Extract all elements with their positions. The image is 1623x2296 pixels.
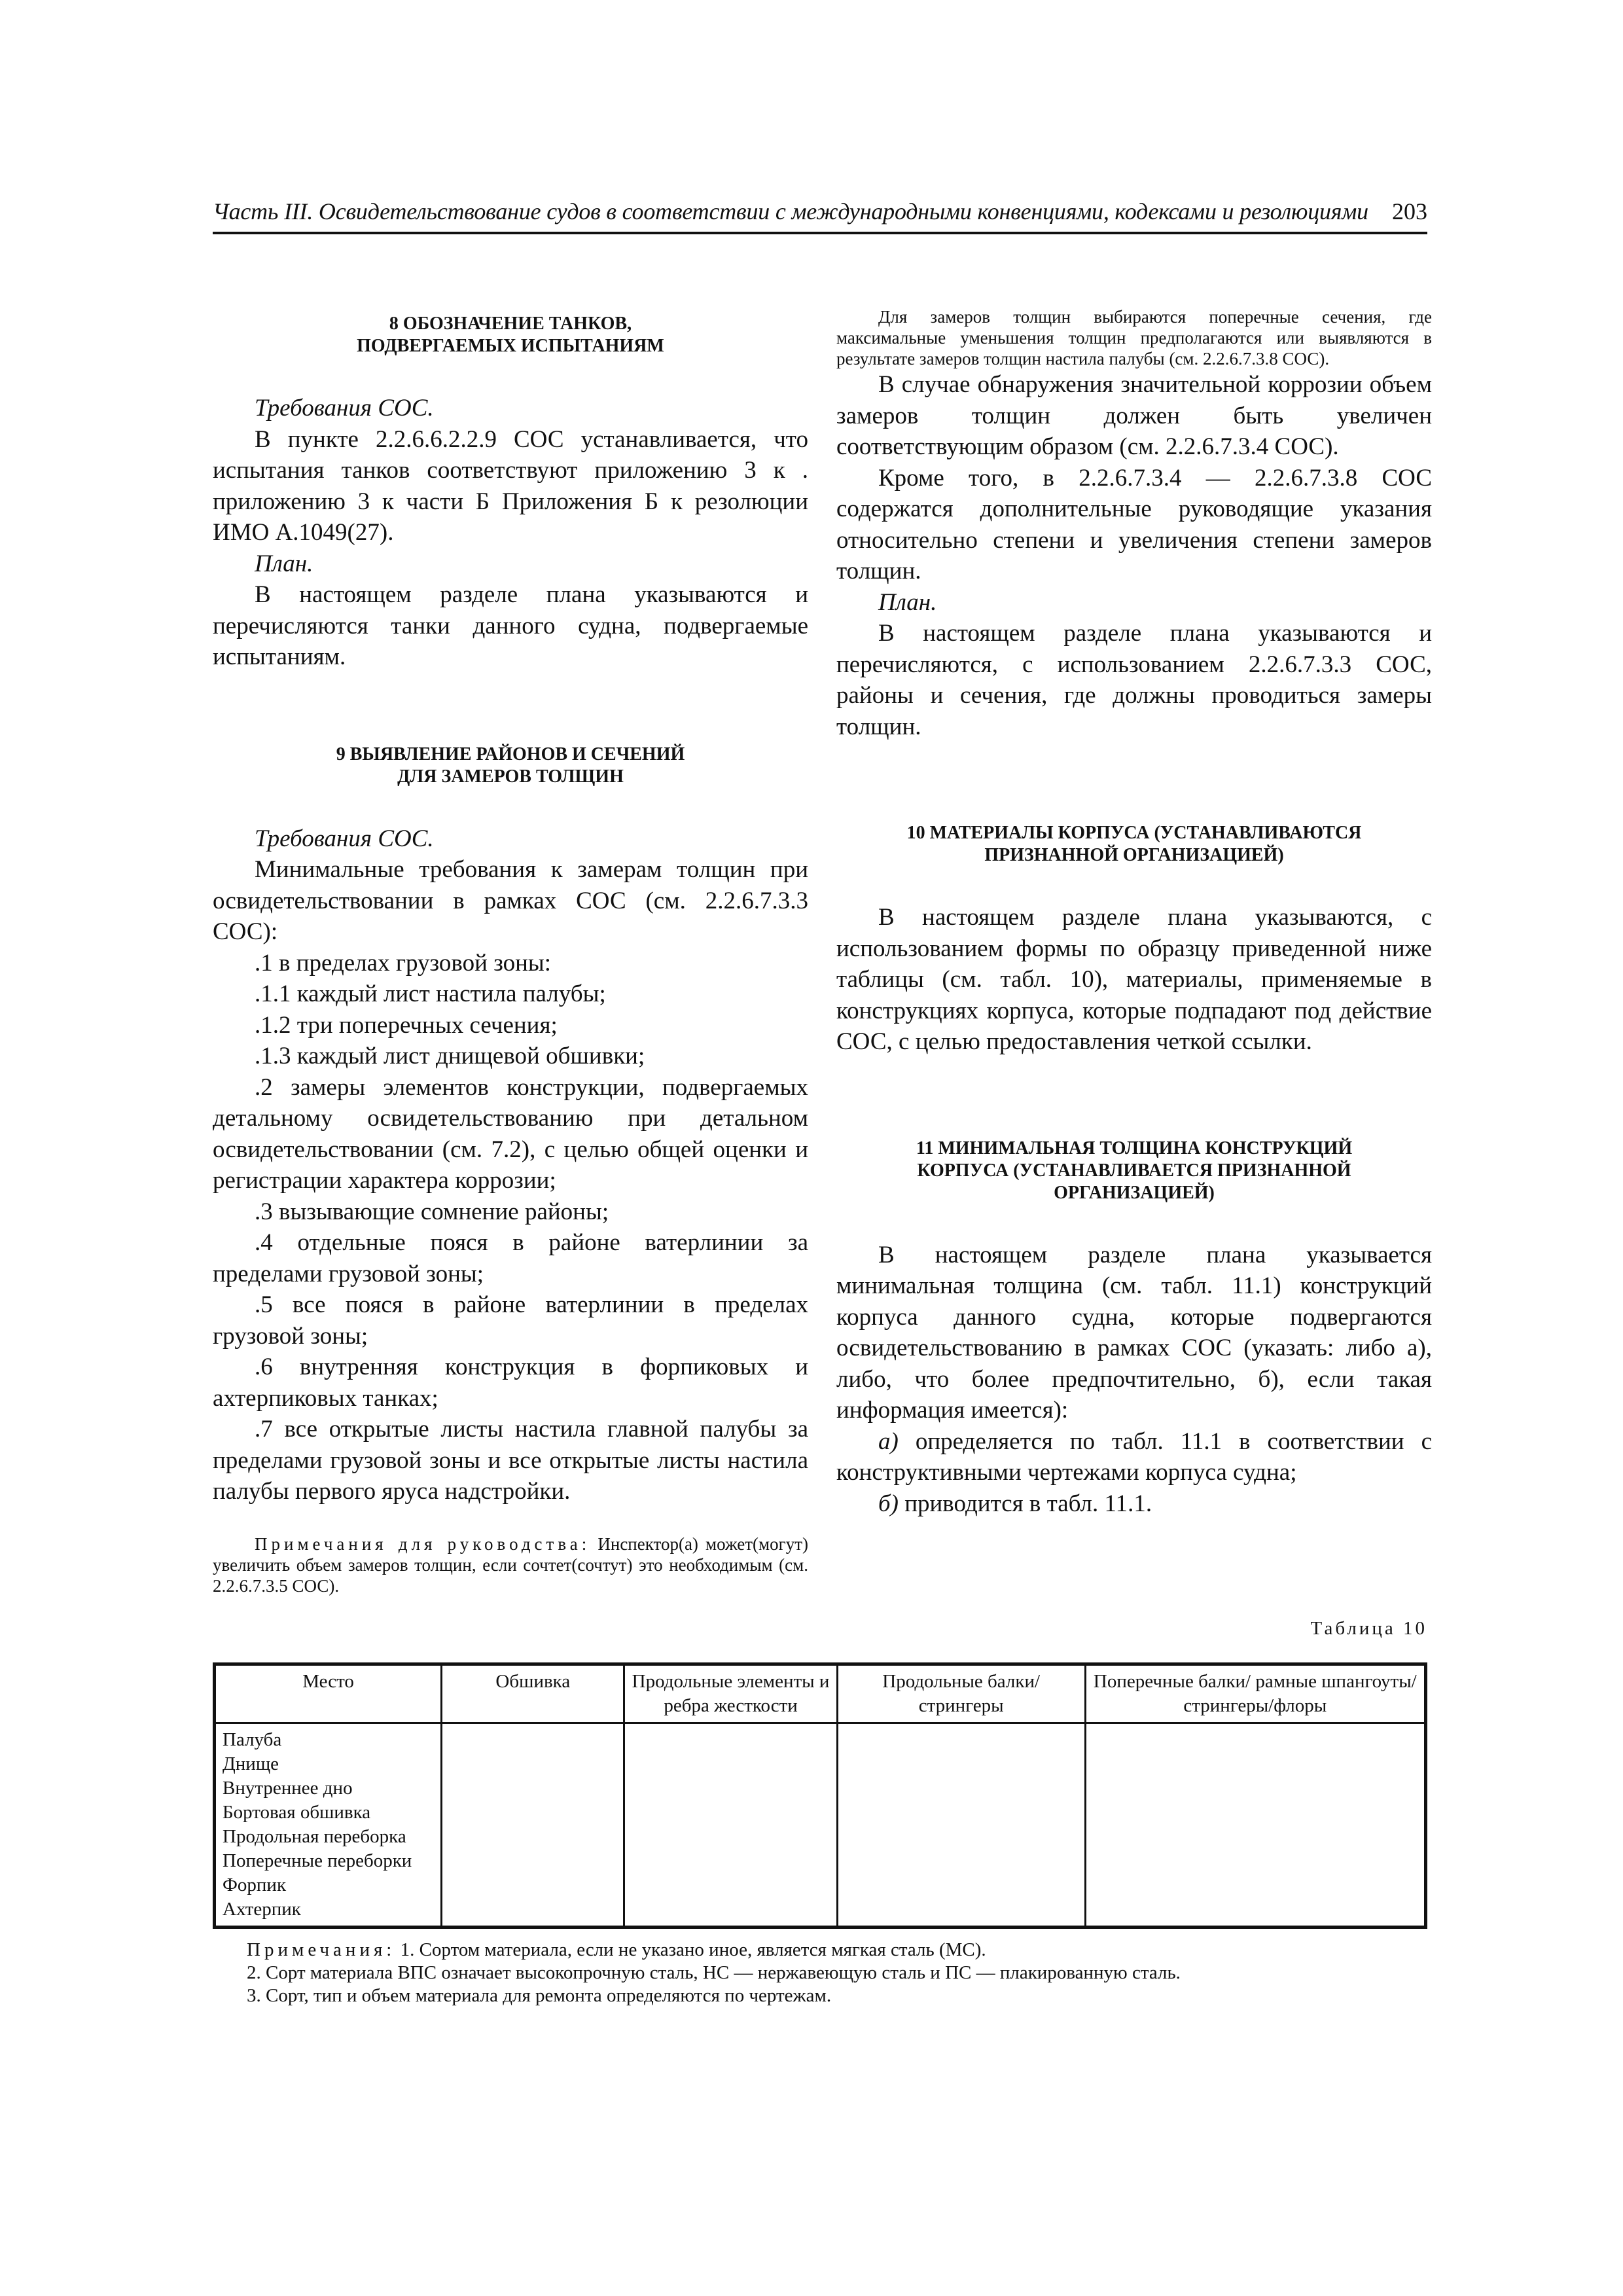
row-label: Внутреннее дно (223, 1778, 353, 1799)
row-label: Бортовая обшивка (223, 1802, 371, 1823)
list-item-text: каждый лист днищевой обшивки; (291, 1043, 645, 1069)
section8-heading-line2: ПОДВЕРГАЕМЫХ ИСПЫТАНИЯМ (357, 336, 664, 356)
table-header-row (215, 1664, 1426, 1723)
section9-heading (213, 744, 808, 788)
section9-heading-line1: 9 ВЫЯВЛЕНИЕ РАЙОНОВ И СЕЧЕНИЙ (336, 744, 685, 764)
section8-plan-label: План. (255, 550, 313, 577)
item-a-marker: а) (878, 1427, 899, 1455)
section8-requirements-label: Требования СОС. (255, 395, 434, 422)
section9-cont-note: Для замеров толщин выбираются поперечные сечения, где максимальные уменьшения толщин предполагаются или выявляются в результате замеров толщин настила палубы (см. 2.2.6.7.3.8 СОС). (836, 307, 1432, 368)
section10-text: В настоящем разделе плана указываются, с использованием формы по образцу приведенной ниже таблицы (см. табл. 10), материалы, применяемые в конструкциях корпуса, которые подпадают под действие СОС, с целью предоставления четкой ссылки. (836, 904, 1432, 1055)
row-label: Днище (223, 1753, 279, 1774)
materials-table (213, 1662, 1427, 1929)
list-item-num: .1.2 (255, 1011, 291, 1039)
section10-heading (836, 822, 1432, 867)
section11-heading-line1: 11 МИНИМАЛЬНАЯ ТОЛЩИНА КОНСТРУКЦИЙ (916, 1138, 1353, 1158)
section11-item-a (836, 1426, 1432, 1488)
table-row (215, 1723, 1426, 1928)
list-item-num: .5 (255, 1291, 273, 1318)
item-b-text: приводится в табл. 11.1. (898, 1490, 1152, 1517)
row-label: Поперечные переборки (223, 1850, 412, 1871)
list-item-num: .2 (255, 1073, 273, 1101)
list-item (213, 1072, 808, 1196)
table-caption: Таблица 10 (1310, 1618, 1427, 1639)
list-item (213, 1196, 808, 1228)
list-item-text: три поперечных сечения; (291, 1011, 558, 1039)
running-header (213, 194, 1427, 234)
left-column (213, 306, 808, 1596)
column-header: Место (215, 1664, 442, 1723)
notes-label: Примечания: (247, 1939, 396, 1960)
section9-cont-para1: В случае обнаружения значительной коррозии объем замеров толщин должен быть увеличен соответствующим образом (см. 2.2.6.7.3.4 СОС). (836, 371, 1432, 460)
row-label: Продольная переборка (223, 1826, 406, 1847)
list-item-text: вызывающие сомнение районы; (272, 1198, 609, 1225)
section11-heading (836, 1138, 1432, 1204)
list-item-num: .7 (255, 1416, 273, 1443)
list-item-num: .6 (255, 1354, 273, 1380)
row-label: Палуба (223, 1729, 282, 1750)
section9-intro: Минимальные требования к замерам толщин при освидетельствовании в рамках СОС (см. 2.2.6.7.3.3 СОС): (213, 856, 808, 945)
guidance-note-label: Примечания для руководства: (255, 1534, 591, 1554)
list-item-num: .1 (255, 949, 273, 977)
list-item (213, 1041, 808, 1072)
note-text: 1. Сортом материала, если не указано иное, является мягкая сталь (МС). (395, 1939, 986, 1960)
table-note: 2. Сорт материала ВПС означает высокопрочную сталь, НС — нержавеющую сталь и ПС — плакированную сталь. (247, 1962, 1181, 1983)
column-header: Поперечные балки/ рамные шпангоуты/ стрингеры/флоры (1085, 1664, 1425, 1723)
page-number: 203 (1392, 198, 1427, 224)
list-item-text: все открытые листы настила главной палубы за пределами грузовой зоны и все открытые листы настила палубы первого яруса надстройки. (213, 1416, 808, 1505)
list-item (213, 1414, 808, 1507)
list-item (213, 978, 808, 1010)
section9-cont-para2: Кроме того, в 2.2.6.7.3.4 — 2.2.6.7.3.8 СОС содержатся дополнительные руководящие указания относительно степени и увеличения степени замеров толщин. (836, 464, 1432, 584)
section11-item-b (836, 1488, 1432, 1520)
section11-text: В настоящем разделе плана указывается минимальная толщина (см. табл. 11.1) конструкций корпуса данного судна, которые подвергаются освидетельствованию в рамках СОС (указать: либо а), либо, что более предпочтительно, б), если такая информация имеется): (836, 1241, 1432, 1424)
list-item (213, 1289, 808, 1352)
section11-heading-line3: ОРГАНИЗАЦИЕЙ) (1054, 1182, 1215, 1203)
section8-heading-line1: 8 ОБОЗНАЧЕНИЕ ТАНКОВ, (389, 314, 632, 334)
section11-heading-line2: КОРПУСА (УСТАНАВЛИВАЕТСЯ ПРИЗНАННОЙ (917, 1160, 1351, 1181)
list-item-text: замеры элементов конструкции, подвергаемых детальному освидетельствованию при детальном освидетельствовании (см. 7.2), с целью общей оценки и регистрации характера коррозии; (213, 1073, 808, 1194)
section9-requirements-label: Требования СОС. (255, 825, 434, 852)
guidance-note-text: Инспектор(а) может(могут) увеличить объем замеров толщин, если сочтет(сочтут) это необходимым (см. 2.2.6.7.3.5 СОС). (213, 1534, 808, 1596)
row-label: Ахтерпик (223, 1899, 301, 1920)
list-item-num: .1.3 (255, 1043, 291, 1069)
list-item (213, 1227, 808, 1289)
section10-heading-line1: 10 МАТЕРИАЛЫ КОРПУСА (УСТАНАВЛИВАЮТСЯ (906, 823, 1362, 843)
list-item-text: все пояся в районе ватерлинии в пределах грузовой зоны; (213, 1291, 808, 1350)
empty-cell (1085, 1723, 1425, 1928)
table-note (213, 1939, 1427, 1962)
section10-heading-line2: ПРИЗНАННОЙ ОРГАНИЗАЦИЕЙ) (984, 845, 1284, 865)
table-note: 3. Сорт, тип и объем материала для ремонта определяются по чертежам. (247, 1985, 832, 2006)
section8-heading (213, 313, 808, 357)
item-a-text: определяется по табл. 11.1 в соответствии с конструктивными чертежами корпуса судна; (836, 1427, 1432, 1486)
list-item-text: в пределах грузовой зоны: (272, 949, 552, 977)
section9-cont-plan-label: План. (878, 588, 937, 616)
list-item-num: .4 (255, 1229, 273, 1256)
list-item-text: отдельные пояся в районе ватерлинии за пределами грузовой зоны; (213, 1229, 808, 1287)
header-title: Часть III. Освидетельствование судов в соответствии с международными конвенциями, кодексами и резолюциями (213, 198, 1368, 224)
list-item-text: внутренняя конструкция в форпиковых и ахтерпиковых танках; (213, 1354, 808, 1412)
list-item (213, 1352, 808, 1414)
guidance-note (213, 1534, 808, 1596)
column-header: Обшивка (442, 1664, 624, 1723)
item-b-marker: б) (878, 1490, 899, 1517)
list-item-num: .3 (255, 1198, 273, 1225)
section9-heading-line2: ДЛЯ ЗАМЕРОВ ТОЛЩИН (397, 766, 624, 787)
section8-plan-text: В настоящем разделе плана указываются и перечисляются танки данного судна, подвергаемые испытаниям. (213, 581, 808, 670)
table-notes (213, 1939, 1427, 2007)
location-cell (215, 1723, 442, 1928)
empty-cell (624, 1723, 837, 1928)
section8-requirements-text: В пункте 2.2.6.6.2.2.9 СОС устанавливается, что испытания танков соответствуют приложению 3 к . приложению 3 к части Б Приложения Б к резолюции ИМО А.1049(27). (213, 425, 808, 546)
column-header: Продольные балки/ стрингеры (837, 1664, 1085, 1723)
column-header: Продольные элементы и ребра жесткости (624, 1664, 837, 1723)
list-item (213, 1010, 808, 1041)
row-label: Форпик (223, 1874, 287, 1895)
list-item-text: каждый лист настила палубы; (291, 980, 606, 1007)
list-item (213, 948, 808, 979)
empty-cell (442, 1723, 624, 1928)
section9-cont-plan-text: В настоящем разделе плана указываются и перечисляются, с использованием 2.2.6.7.3.3 СОС, районы и сечения, где должны проводиться замеры толщин. (836, 620, 1432, 740)
right-column (836, 306, 1432, 1519)
empty-cell (837, 1723, 1085, 1928)
list-item-num: .1.1 (255, 980, 291, 1007)
